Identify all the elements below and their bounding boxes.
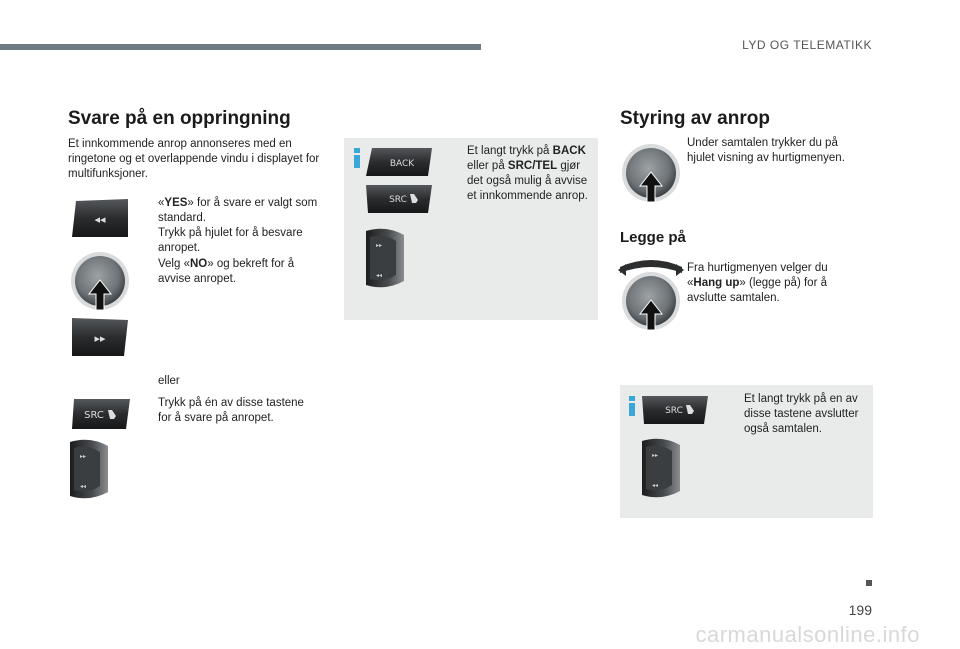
during-call-text: Under samtalen trykker du på hjulet visning av hurtigmenyen. [687,137,845,164]
page-marker [866,580,872,586]
svg-text:SRC: SRC [84,410,104,421]
svg-text:◂◂: ◂◂ [80,483,87,490]
no-reject-text: Velg «NO» og bekreft for å avvise anropet. [158,258,295,285]
steering-stalk-icon [68,436,112,502]
svg-text:◂◂: ◂◂ [652,482,659,489]
svg-text:◂◂: ◂◂ [376,272,383,279]
page-number: 199 [848,602,872,618]
svg-text:▸▸: ▸▸ [652,452,659,459]
svg-text:▸▸: ▸▸ [94,332,106,345]
back-key-icon [364,146,434,178]
src-key-icon [70,397,132,431]
svg-text:BACK: BACK [389,159,415,169]
info-icon [352,148,362,168]
svg-text:◂◂: ◂◂ [94,213,106,226]
svg-text:SRC: SRC [389,195,407,205]
press-keys-text: Trykk på én av disse tastene for å svare på anropet. [158,397,304,424]
steering-stalk-icon [640,435,684,501]
src-key-icon [364,183,434,215]
forward-key-icon [70,316,130,358]
steering-stalk-icon [364,225,408,291]
section-label: LYD OG TELEMATIKK [742,38,872,52]
thumbwheel-icon [620,142,682,204]
press-wheel-text: Trykk på hjulet for å besvare anropet. [158,227,303,254]
call-control-title: Styring av anrop [620,108,770,129]
long-press-reject-text: Et langt trykk på BACK eller på SRC/TEL gjør det også mulig å avvise et innkommende anrop. [467,145,588,202]
or-text: eller [158,375,180,387]
answer-call-title: Svare på en oppringning [68,108,291,129]
rewind-key-icon [70,197,130,239]
answer-call-intro: Et innkommende anrop annonseres med en ringetone og et overlappende vindu i displayet for multifunksjoner. [68,138,320,180]
info-icon [627,396,637,416]
yes-default-text: «YES» for å svare er valgt som standard. [158,197,318,224]
rotating-thumbwheel-icon [618,255,684,331]
svg-text:▸▸: ▸▸ [376,242,383,249]
hang-up-text: Fra hurtigmenyen velger du «Hang up» (legge på) for å avslutte samtalen. [687,262,828,304]
src-key-icon [640,394,710,426]
watermark: carmanualsonline.info [695,622,920,647]
thumbwheel-icon [69,250,131,312]
long-press-end-text: Et langt trykk på en av disse tastene avslutter også samtalen. [744,393,859,435]
svg-text:SRC: SRC [665,406,683,416]
svg-text:▸▸: ▸▸ [80,453,87,460]
header-bar [0,44,481,50]
hang-up-title: Legge på [620,229,686,246]
